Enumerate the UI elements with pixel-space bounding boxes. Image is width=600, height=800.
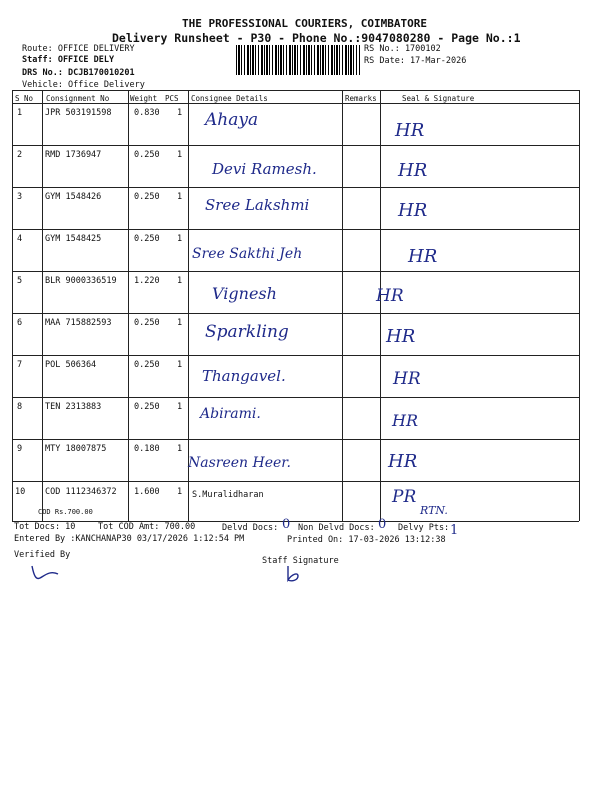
row-6-consignee-signature: Sparkling [205, 322, 289, 342]
row-6-sno: 6 [17, 318, 23, 328]
row-9-sno: 9 [17, 444, 23, 454]
row-9-consignee-signature: Nasreen Heer. [188, 455, 291, 471]
col-header-consignee: Consignee Details [191, 94, 268, 103]
row-10-pcs: 1 [177, 487, 183, 497]
col-header-weight: Weight [130, 94, 158, 103]
verified-by-label: Verified By [14, 550, 71, 560]
row-1-seal-signature: HR [395, 120, 425, 141]
row-8-weight: 0.250 [134, 402, 160, 412]
company-title: THE PROFESSIONAL COURIERS, COIMBATORE [182, 17, 428, 30]
row-9-weight: 0.180 [134, 444, 160, 454]
row-3-consignee-signature: Sree Lakshmi [205, 196, 310, 214]
row-5-consignee-signature: Vignesh [212, 284, 277, 303]
printed-on: Printed On: 17-03-2026 13:12:38 [287, 535, 446, 545]
delivered-docs-value: 0 [282, 517, 291, 532]
col-header-sno: S No [15, 94, 34, 103]
row-7-sno: 7 [17, 360, 23, 370]
row-6-pcs: 1 [177, 318, 183, 328]
row-4-consignee-signature: Sree Sakthi Jeh [192, 246, 303, 262]
staff-signature-label: Staff Signature [262, 556, 339, 566]
row-3-sno: 3 [17, 192, 23, 202]
row-6-weight: 0.250 [134, 318, 160, 328]
route-label: Route: OFFICE DELIVERY [22, 44, 135, 54]
row-1-consignment: JPR 503191598 [45, 108, 112, 118]
verified-by-signature [28, 560, 68, 584]
row-9-seal-signature: HR [388, 451, 418, 472]
row-3-pcs: 1 [177, 192, 183, 202]
row-2-consignment: RMD 1736947 [45, 150, 102, 160]
row-9-consignment: MTY 18007875 [45, 444, 107, 454]
delivered-docs-label: Delvd Docs: [222, 523, 279, 533]
row-8-sno: 8 [17, 402, 23, 412]
vehicle-label: Vehicle: Office Delivery [22, 80, 145, 90]
row-2-weight: 0.250 [134, 150, 160, 160]
drs-number: DRS No.: DCJB170010201 [22, 68, 135, 78]
runsheet-subtitle: Delivery Runsheet - P30 - Phone No.:9047080280 - Page No.:1 [112, 31, 521, 45]
non-delivered-docs-label: Non Delvd Docs: [298, 523, 375, 533]
staff-label: Staff: OFFICE DELY [22, 55, 115, 65]
row-4-seal-signature: HR [408, 246, 438, 267]
row-2-consignee-signature: Devi Ramesh. [212, 160, 317, 178]
row-1-sno: 1 [17, 108, 23, 118]
row-1-pcs: 1 [177, 108, 183, 118]
row-3-seal-signature: HR [398, 200, 428, 221]
row-8-seal-signature: HR [392, 411, 418, 430]
row-10-seal-note: RTN. [420, 504, 448, 517]
row-4-weight: 0.250 [134, 234, 160, 244]
row-10-sno: 10 [15, 487, 26, 497]
col-header-consignment: Consignment No [46, 94, 110, 103]
row-10-weight: 1.600 [134, 487, 160, 497]
row-2-seal-signature: HR [398, 160, 428, 181]
row-1-weight: 0.830 [134, 108, 160, 118]
row-5-sno: 5 [17, 276, 23, 286]
row-8-consignment: TEN 2313883 [45, 402, 102, 412]
row-2-pcs: 1 [177, 150, 183, 160]
row-7-consignee-signature: Thangavel. [202, 367, 286, 385]
barcode-image [236, 45, 360, 75]
row-8-pcs: 1 [177, 402, 183, 412]
row-7-seal-signature: HR [393, 369, 421, 389]
row-5-seal-signature: HR [376, 286, 404, 306]
row-9-pcs: 1 [177, 444, 183, 454]
delivery-points-value: 1 [450, 523, 459, 538]
entered-by: Entered By :KANCHANAP30 03/17/2026 1:12:54 PM [14, 534, 245, 544]
non-delivered-docs-value: 0 [378, 517, 387, 532]
row-2-sno: 2 [17, 150, 23, 160]
row-4-pcs: 1 [177, 234, 183, 244]
row-1-consignee-signature: Ahaya [205, 110, 259, 130]
row-7-consignment: POL 506364 [45, 360, 97, 370]
row-5-consignment: BLR 9000336519 [45, 276, 117, 286]
row-5-weight: 1.220 [134, 276, 160, 286]
row-4-sno: 4 [17, 234, 23, 244]
row-6-consignment: MAA 715882593 [45, 318, 112, 328]
row-7-pcs: 1 [177, 360, 183, 370]
row-10-consignment: COD 1112346372 [45, 487, 117, 497]
rs-number: RS No.: 1700102 [364, 44, 441, 54]
col-header-remarks: Remarks [345, 94, 377, 103]
row-4-consignment: GYM 1548425 [45, 234, 102, 244]
row-5-pcs: 1 [177, 276, 183, 286]
row-3-weight: 0.250 [134, 192, 160, 202]
rs-date: RS Date: 17-Mar-2026 [364, 56, 467, 66]
total-cod-amount: Tot COD Amt: 700.00 [98, 522, 196, 532]
col-header-seal: Seal & Signature [402, 94, 475, 103]
row-10-seal-signature: PR [392, 487, 417, 507]
col-header-pcs: PCS [165, 94, 179, 103]
total-docs: Tot Docs: 10 [14, 522, 76, 532]
row-3-consignment: GYM 1548426 [45, 192, 102, 202]
row-10-consignee: S.Muralidharan [192, 490, 264, 500]
row-6-seal-signature: HR [386, 326, 416, 347]
delivery-points-label: Delvy Pts: [398, 523, 450, 533]
row-8-consignee-signature: Abirami. [200, 406, 261, 422]
row-7-weight: 0.250 [134, 360, 160, 370]
staff-signature-mark [282, 562, 312, 586]
row-10-cod-note: COD Rs.700.00 [38, 508, 93, 516]
